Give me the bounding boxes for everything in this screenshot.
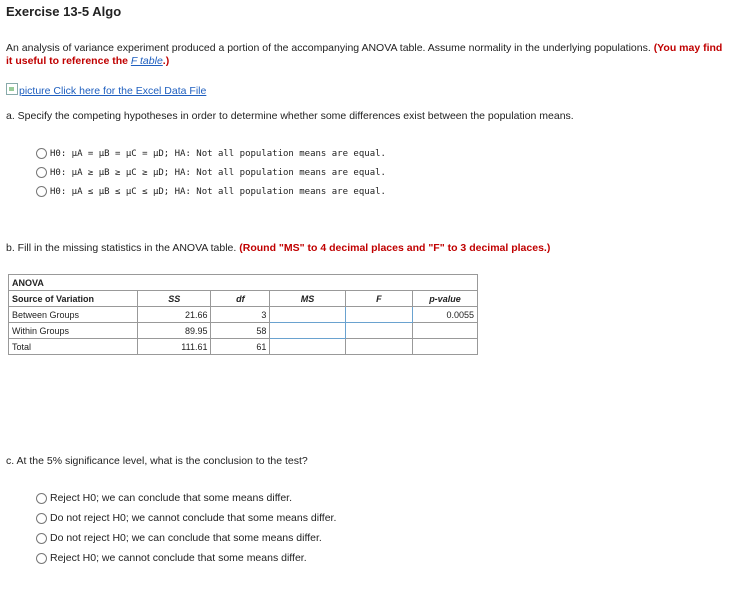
empty-cell xyxy=(345,339,412,355)
row-source: Within Groups xyxy=(9,323,138,339)
radio-button[interactable] xyxy=(36,533,47,544)
ms-between-input[interactable] xyxy=(270,307,345,323)
radio-button[interactable] xyxy=(36,493,47,504)
anova-title-row xyxy=(9,275,478,291)
row-source: Between Groups xyxy=(9,307,138,323)
header-row xyxy=(9,291,478,307)
header-df: df xyxy=(211,291,270,307)
radio-button[interactable] xyxy=(36,148,47,159)
table-row xyxy=(9,307,478,323)
radio-button[interactable] xyxy=(36,186,47,197)
empty-cell xyxy=(412,339,477,355)
header-f: F xyxy=(345,291,412,307)
conclusion-option-3[interactable]: Do not reject H0; we can conclude that some means differ. xyxy=(36,532,336,544)
part-b-question: b. Fill in the missing statistics in the ANOVA table. (Round "MS" to 4 decimal places and "F" to 3 decimal places.) xyxy=(6,242,551,254)
broken-image-icon xyxy=(6,83,18,95)
table-row xyxy=(9,323,478,339)
exercise-title: Exercise 13-5 Algo xyxy=(6,4,122,19)
header-ss: SS xyxy=(138,291,211,307)
part-c-question: c. At the 5% significance level, what is the conclusion to the test? xyxy=(6,455,308,467)
header-source: Source of Variation xyxy=(9,291,138,307)
pvalue-value: 0.0055 xyxy=(412,307,477,323)
row-source: Total xyxy=(9,339,138,355)
radio-button[interactable] xyxy=(36,513,47,524)
f-table-link[interactable]: F table xyxy=(130,55,163,67)
header-ms: MS xyxy=(270,291,345,307)
empty-cell xyxy=(270,339,345,355)
anova-title: ANOVA xyxy=(9,275,478,291)
conclusion-option-1[interactable]: Reject H0; we can conclude that some means differ. xyxy=(36,492,336,504)
ss-value: 21.66 xyxy=(138,307,211,323)
radio-button[interactable] xyxy=(36,167,47,178)
df-value: 3 xyxy=(211,307,270,323)
df-value: 61 xyxy=(211,339,270,355)
hypothesis-option-3[interactable]: H0: μA ≤ μB ≤ μC ≤ μD; HA: Not all population means are equal. xyxy=(36,186,386,197)
header-pvalue: p-value xyxy=(412,291,477,307)
ss-value: 89.95 xyxy=(138,323,211,339)
part-a-options xyxy=(36,148,386,197)
ss-value: 111.61 xyxy=(138,339,211,355)
conclusion-option-2[interactable]: Do not reject H0; we cannot conclude that some means differ. xyxy=(36,512,336,524)
ms-within-input[interactable] xyxy=(270,323,345,339)
part-a-question: a. Specify the competing hypotheses in order to determine whether some differences exist between the population means. xyxy=(6,110,574,122)
table-row xyxy=(9,339,478,355)
hypothesis-option-1[interactable]: H0: μA = μB = μC = μD; HA: Not all population means are equal. xyxy=(36,148,386,159)
anova-table xyxy=(8,274,478,355)
radio-button[interactable] xyxy=(36,553,47,564)
hypothesis-option-2[interactable]: H0: μA ≥ μB ≥ μC ≥ μD; HA: Not all population means are equal. xyxy=(36,167,386,178)
empty-cell xyxy=(412,323,477,339)
empty-cell xyxy=(345,323,412,339)
df-value: 58 xyxy=(211,323,270,339)
intro-note: (You may find it useful to reference the F table.) xyxy=(6,42,723,67)
conclusion-option-4[interactable]: Reject H0; we cannot conclude that some means differ. xyxy=(36,552,336,564)
excel-data-link[interactable]: picture Click here for the Excel Data File xyxy=(6,83,206,97)
problem-intro xyxy=(6,42,726,68)
part-c-options xyxy=(36,492,336,564)
intro-text: An analysis of variance experiment produced a portion of the accompanying ANOVA table. Assume normality in the underlying populations. xyxy=(6,42,651,54)
f-input[interactable] xyxy=(345,307,412,323)
